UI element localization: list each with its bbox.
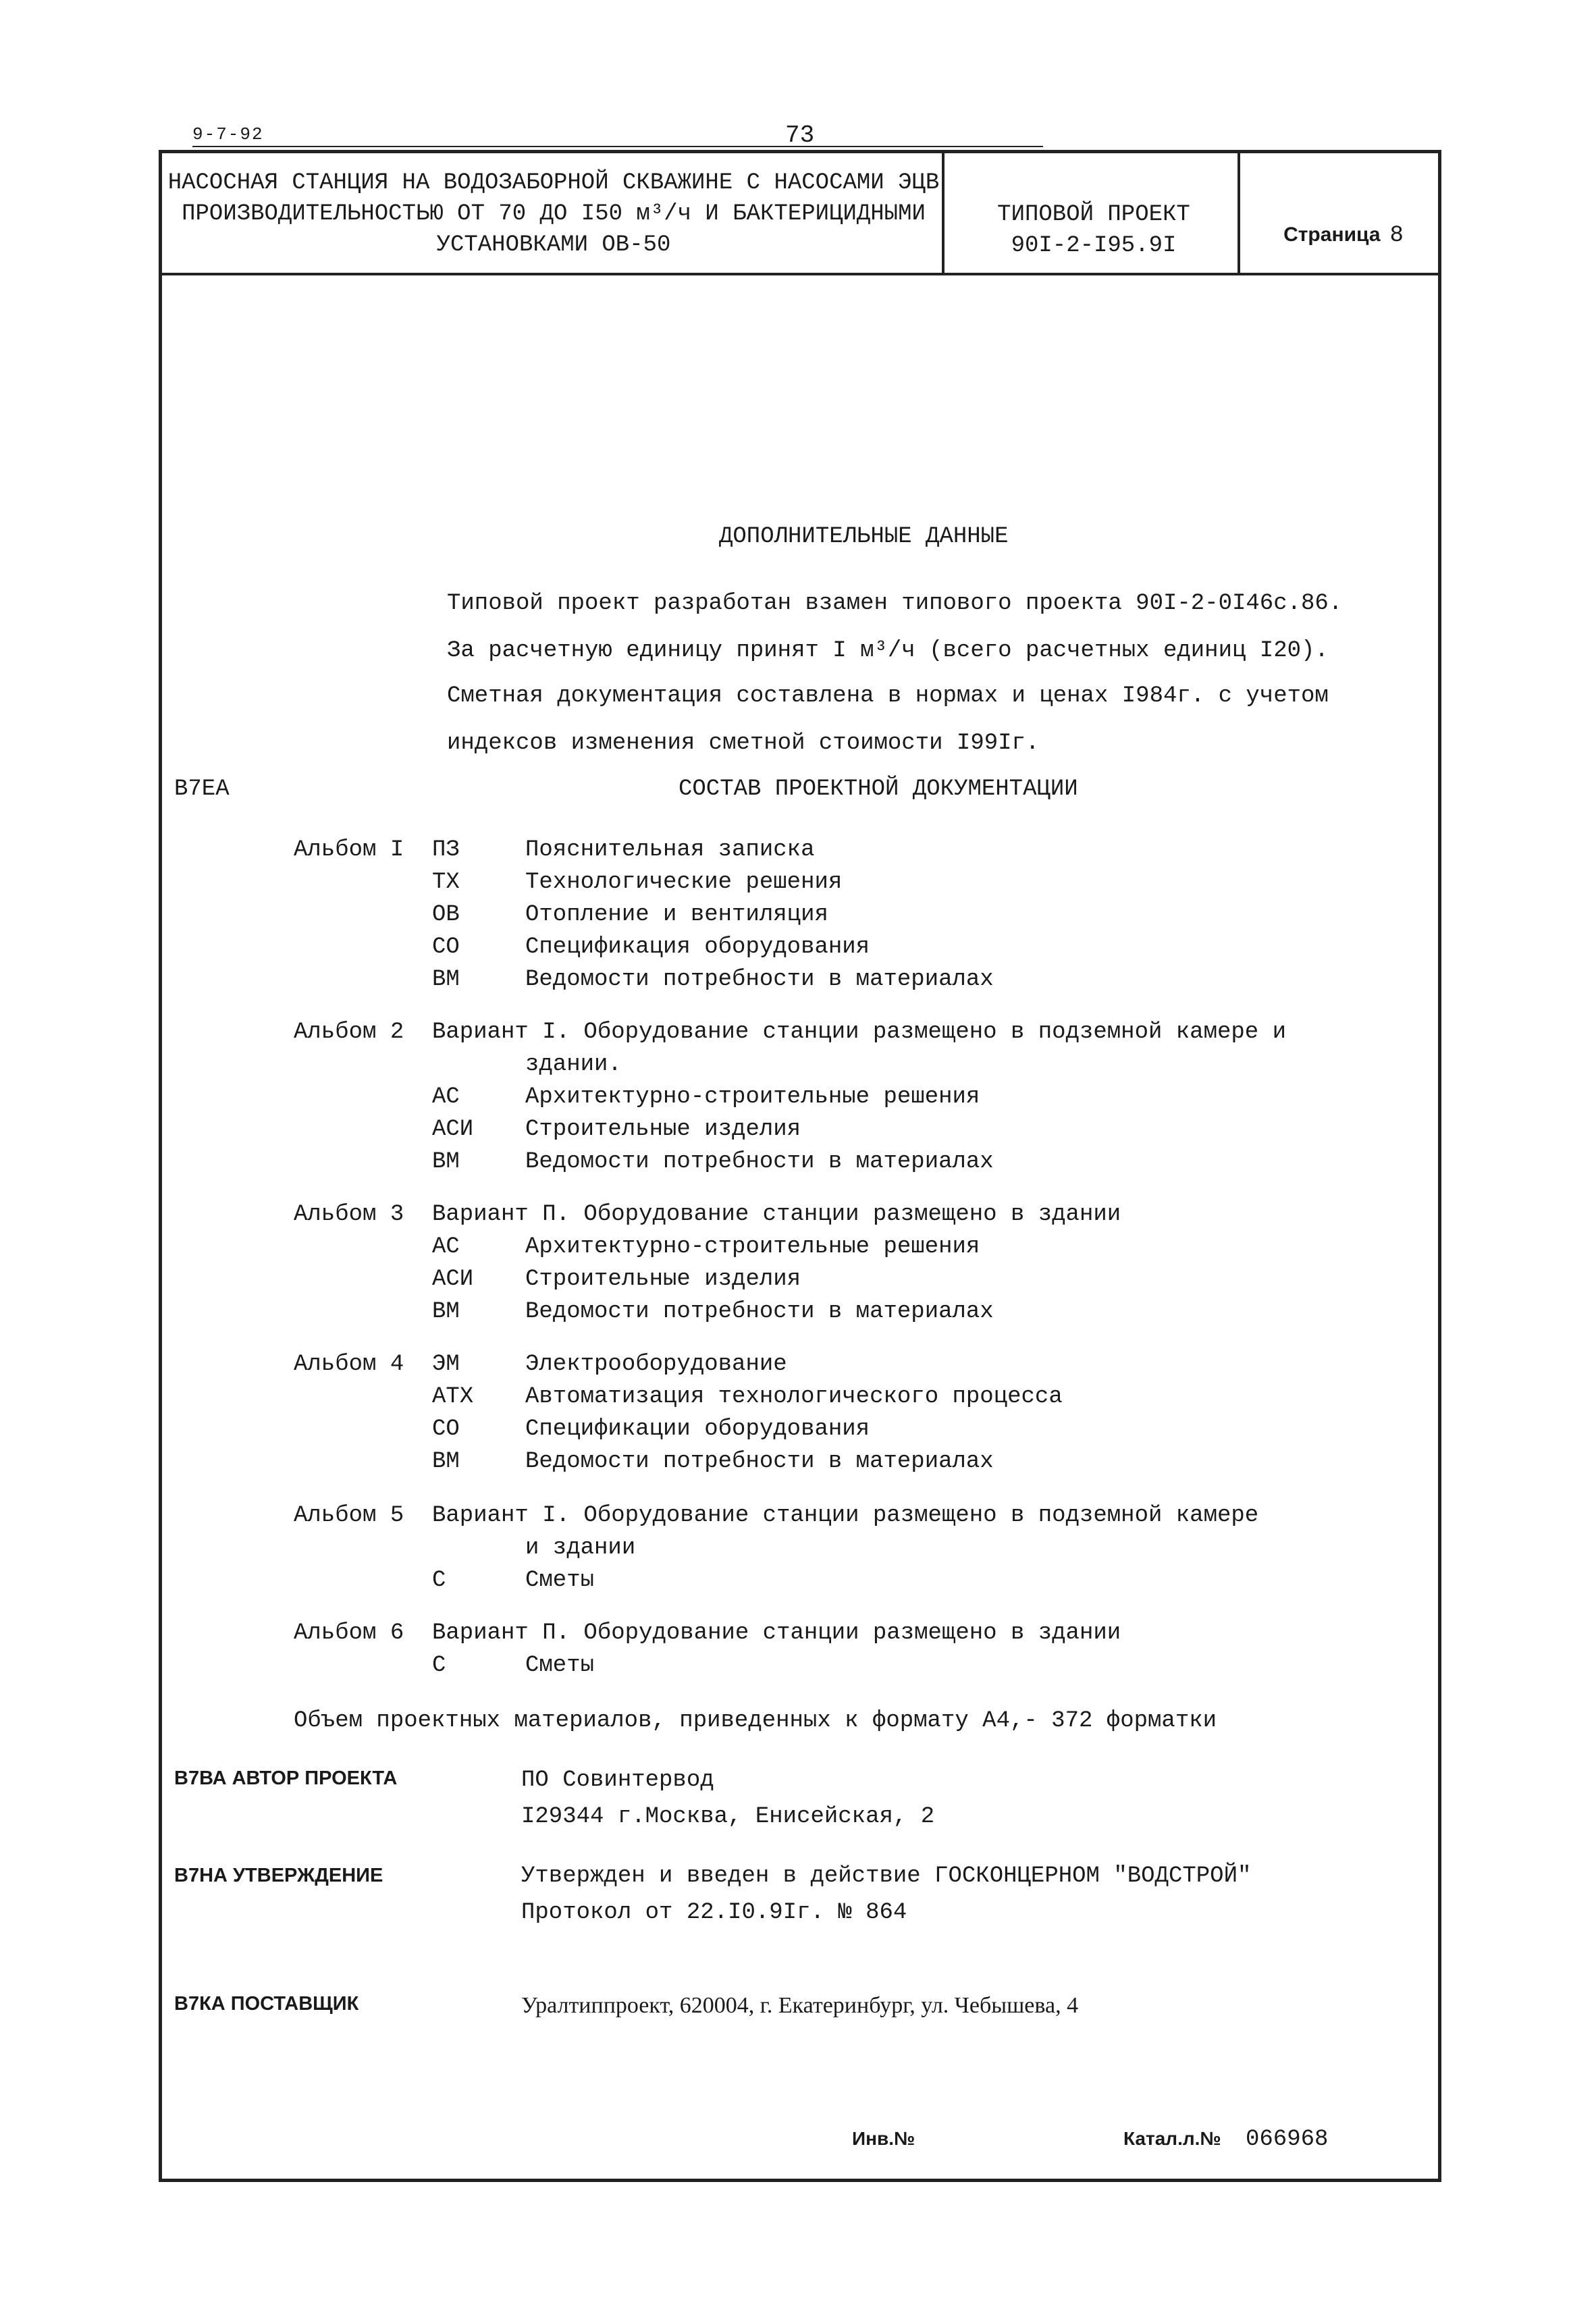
- doc-code: СО: [432, 934, 460, 960]
- inventory-label: Инв.№: [852, 2128, 915, 2149]
- doc-desc: Строительные изделия: [525, 1117, 801, 1142]
- title-line: ПРОИЗВОДИТЕЛЬНОСТЬЮ ОТ 70 ДО I50 м³/ч И БАКТЕРИЦИДНЫМИ: [182, 201, 926, 227]
- doc-code: ВМ: [432, 1449, 460, 1474]
- variant-line: Вариант I. Оборудование станции размещено в подземной камере: [432, 1503, 1259, 1528]
- additional-line: индексов изменения сметной стоимости I99Iг.: [447, 730, 1040, 756]
- doc-code: АСИ: [432, 1117, 474, 1142]
- catalog-label: Катал.л.№: [1123, 2128, 1221, 2149]
- doc-desc: Архитектурно-строительные решения: [525, 1234, 980, 1260]
- doc-desc: Пояснительная записка: [525, 837, 815, 863]
- doc-desc: Спецификация оборудования: [525, 934, 870, 960]
- doc-code: АС: [432, 1084, 460, 1110]
- composition-heading: СОСТАВ ПРОЕКТНОЙ ДОКУМЕНТАЦИИ: [679, 776, 1078, 802]
- project-number: 90I-2-I95.9I: [1011, 233, 1177, 259]
- doc-desc: Ведомости потребности в материалах: [525, 967, 994, 992]
- additional-heading: ДОПОЛНИТЕЛЬНЫЕ ДАННЫЕ: [719, 524, 1009, 550]
- additional-line: Типовой проект разработан взамен типового проекта 90I-2-0I46с.86.: [447, 591, 1343, 616]
- title-line: НАСОСНАЯ СТАНЦИЯ НА ВОДОЗАБОРНОЙ СКВАЖИНЕ С НАСОСАМИ ЭЦВ: [167, 170, 940, 196]
- doc-code: С: [432, 1568, 446, 1593]
- doc-desc: Ведомости потребности в материалах: [525, 1299, 994, 1325]
- title-block-divider: [942, 150, 945, 275]
- catalog-number: 066968: [1246, 2127, 1329, 2152]
- doc-code: ВМ: [432, 1299, 460, 1325]
- doc-desc: Отопление и вентиляция: [525, 902, 828, 928]
- doc-desc: Сметы: [525, 1653, 595, 1678]
- additional-line: За расчетную единицу принят I м³/ч (всего расчетных единиц I20).: [447, 638, 1329, 664]
- doc-desc: Сметы: [525, 1568, 595, 1593]
- doc-code: ВМ: [432, 1149, 460, 1175]
- additional-line: Сметная документация составлена в нормах и ценах I984г. с учетом: [447, 683, 1329, 709]
- author-line: ПО Совинтервод: [521, 1767, 714, 1793]
- doc-desc: Ведомости потребности в материалах: [525, 1449, 994, 1474]
- album-label: Альбом 4: [294, 1352, 404, 1377]
- doc-desc: Строительные изделия: [525, 1267, 801, 1292]
- supplier-line: Уралтиппроект, 620004, г. Екатеринбург, ул. Чебышева, 4: [521, 1993, 1079, 2018]
- doc-desc: Архитектурно-строительные решения: [525, 1084, 980, 1110]
- variant-line: Вариант П. Оборудование станции размещено в здании: [432, 1202, 1121, 1227]
- supplier-label: В7КА ПОСТАВЩИК: [174, 1993, 359, 2015]
- doc-code: ЭМ: [432, 1352, 460, 1377]
- author-line: I29344 г.Москва, Енисейская, 2: [521, 1804, 935, 1830]
- doc-code: ПЗ: [432, 837, 460, 863]
- sheet-number: 73: [785, 122, 815, 149]
- approval-line: Протокол от 22.I0.9Iг. № 864: [521, 1900, 907, 1925]
- doc-code: АС: [432, 1234, 460, 1260]
- album-label: Альбом 2: [294, 1019, 404, 1045]
- document-code: 9-7-92: [192, 124, 264, 144]
- project-info: [945, 199, 1242, 261]
- document-title: [165, 167, 942, 261]
- page-label: Страница: [1283, 223, 1381, 246]
- doc-desc: здании.: [525, 1052, 622, 1078]
- volume-line: Объем проектных материалов, приведенных к формату А4,- 372 форматки: [294, 1708, 1217, 1734]
- doc-code: ВМ: [432, 967, 460, 992]
- doc-desc: и здании: [525, 1535, 636, 1561]
- doc-code: АТХ: [432, 1384, 474, 1410]
- album-label: Альбом 6: [294, 1620, 404, 1646]
- album-label: Альбом 3: [294, 1202, 404, 1227]
- doc-code: ОВ: [432, 902, 460, 928]
- doc-code: С: [432, 1653, 446, 1678]
- doc-desc: Спецификации оборудования: [525, 1416, 870, 1442]
- doc-desc: Ведомости потребности в материалах: [525, 1149, 994, 1175]
- doc-code: АСИ: [432, 1267, 474, 1292]
- approval-line: Утвержден и введен в действие ГОСКОНЦЕРНОМ "ВОДСТРОЙ": [521, 1863, 1252, 1889]
- album-label: Альбом 5: [294, 1503, 404, 1528]
- doc-desc: Технологические решения: [525, 870, 843, 895]
- page-indicator: [1246, 223, 1441, 248]
- approval-label: В7НА УТВЕРЖДЕНИЕ: [174, 1865, 383, 1886]
- page-value: 8: [1389, 223, 1404, 248]
- title-line: УСТАНОВКАМИ ОВ-50: [436, 232, 671, 258]
- doc-desc: Электрооборудование: [525, 1352, 787, 1377]
- composition-code: В7ЕА: [174, 776, 230, 802]
- project-label: ТИПОВОЙ ПРОЕКТ: [997, 202, 1190, 228]
- doc-code: СО: [432, 1416, 460, 1442]
- doc-code: ТХ: [432, 870, 460, 895]
- variant-line: Вариант I. Оборудование станции размещено в подземной камере и: [432, 1019, 1287, 1045]
- variant-line: Вариант П. Оборудование станции размещено в здании: [432, 1620, 1121, 1646]
- album-label: Альбом I: [294, 837, 404, 863]
- header-rule: [192, 146, 1043, 147]
- doc-desc: Автоматизация технологического процесса: [525, 1384, 1063, 1410]
- author-label: В7ВА АВТОР ПРОЕКТА: [174, 1767, 398, 1789]
